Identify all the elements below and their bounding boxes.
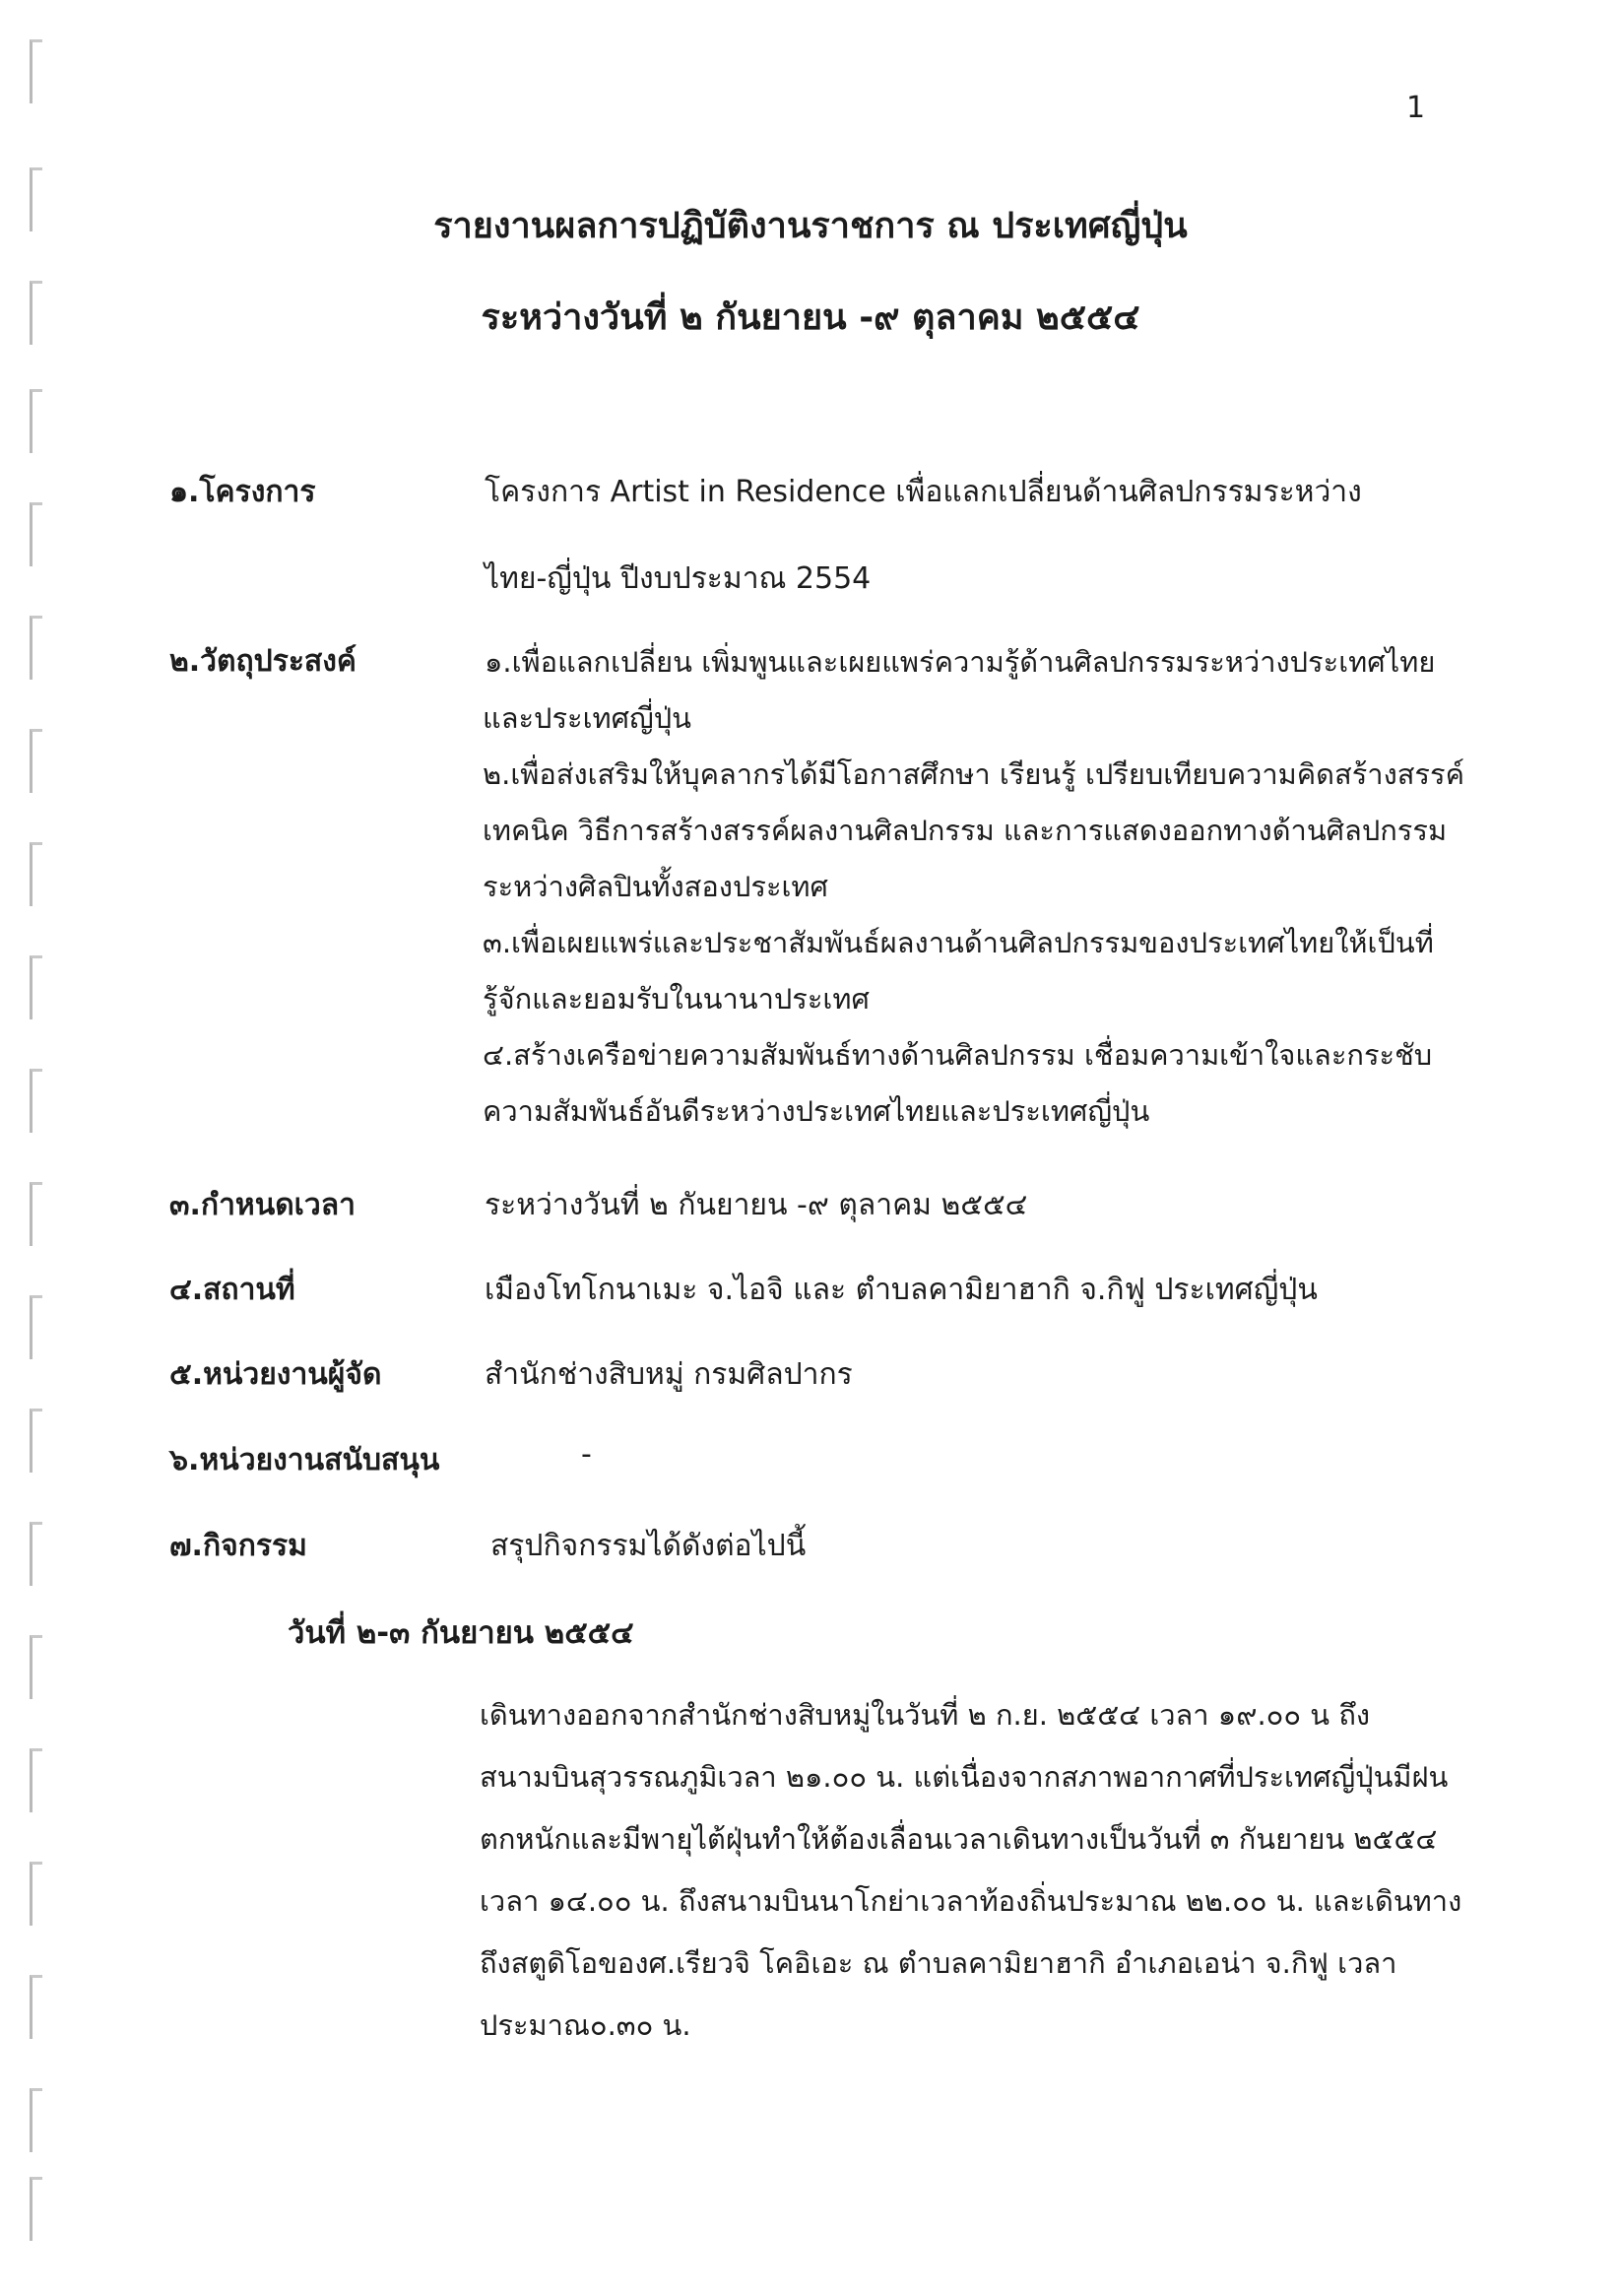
binder-mark [30,1862,42,1926]
objective-line: ความสัมพันธ์อันดีระหว่างประเทศไทยและประเทศญี่ปุ่น [483,1094,1150,1128]
binder-mark [30,1635,42,1699]
project-value-line2: ไทย-ญี่ปุ่น ปีงบประมาณ 2554 [485,561,872,596]
binder-hole-marks [26,39,65,2256]
supporter-value: - [581,1437,592,1472]
report-period-title: ระหว่างวันที่ ๒ กันยายน -๙ ตุลาคม ๒๕๕๔ [481,297,1140,338]
binder-mark [30,842,42,906]
binder-mark [30,729,42,793]
binder-mark [30,1522,42,1586]
organizer-value: สำนักช่างสิบหมู่ กรมศิลปากร [485,1357,853,1392]
binder-mark [30,616,42,680]
binder-mark [30,1409,42,1473]
binder-mark [30,1182,42,1246]
period-value: ระหว่างวันที่ ๒ กันยายน -๙ ตุลาคม ๒๕๕๔ [485,1188,1028,1222]
objective-line: เทคนิค วิธีการสร้างสรรค์ผลงานศิลปกรรม และการแสดงออกทางด้านศิลปกรรม [483,814,1448,847]
activity-narrative [480,1684,1462,2057]
narrative-line: ถึงสตูดิโอของศ.เรียวจิ โคอิเอะ ณ ตำบลคามิยาฮากิ อำเภอเอน่า จ.กิฟู เวลา [480,1946,1397,1980]
project-value-line1: โครงการ Artist in Residence เพื่อแลกเปลี่ยนด้านศิลปกรรมระหว่าง [485,475,1362,509]
binder-mark [30,1295,42,1359]
binder-mark [30,39,42,103]
binder-mark [30,955,42,1019]
objective-line: ระหว่างศิลปินทั้งสองประเทศ [483,870,828,903]
binder-mark [30,1748,42,1812]
objectives-label: ๒.วัตถุประสงค์ [169,644,357,679]
objective-line: รู้จักและยอมรับในนานาประเทศ [483,982,870,1016]
venue-value: เมืองโทโกนาเมะ จ.ไอจิ และ ตำบลคามิยาฮากิ จ.กิฟู ประเทศญี่ปุ่น [485,1273,1318,1307]
organizer-label: ๕.หน่วยงานผู้จัด [169,1357,382,1392]
objective-line: ๓.เพื่อเผยแพร่และประชาสัมพันธ์ผลงานด้านศิลปกรรมของประเทศไทยให้เป็นที่ [483,926,1434,959]
binder-mark [30,2177,42,2241]
activities-value: สรุปกิจกรรมได้ดังต่อไปนี้ [490,1529,807,1563]
narrative-line: ตกหนักและมีพายุไต้ฝุ่นทำให้ต้องเลื่อนเวลาเดินทางเป็นวันที่ ๓ กันยายน ๒๕๕๔ [480,1822,1438,1856]
project-label: ๑.โครงการ [169,475,316,509]
supporter-label: ๖.หน่วยงานสนับสนุน [169,1443,440,1477]
objective-line: ๒.เพื่อส่งเสริมให้บุคลากรได้มีโอกาสศึกษา เรียนรู้ เปรียบเทียบความคิดสร้างสรรค์ [483,757,1464,791]
venue-label: ๔.สถานที่ [169,1273,295,1307]
objective-line: ๔.สร้างเครือข่ายความสัมพันธ์ทางด้านศิลปกรรม เชื่อมความเข้าใจและกระชับ [483,1038,1433,1072]
binder-mark [30,502,42,566]
narrative-line: สนามบินสุวรรณภูมิเวลา ๒๑.๐๐ น. แต่เนื่องจากสภาพอากาศที่ประเทศญี่ปุ่นมีฝน [480,1760,1449,1794]
objective-line: และประเทศญี่ปุ่น [483,701,691,735]
period-label: ๓.กำหนดเวลา [169,1188,357,1222]
objectives-list [483,634,1464,1140]
binder-mark [30,2088,42,2152]
narrative-line: ประมาณ๐.๓๐ น. [480,2008,691,2042]
narrative-line: เวลา ๑๔.๐๐ น. ถึงสนามบินนาโกย่าเวลาท้องถิ่นประมาณ ๒๒.๐๐ น. และเดินทาง [480,1884,1462,1918]
binder-mark [30,1069,42,1133]
day-heading: วันที่ ๒-๓ กันยายน ๒๕๕๔ [288,1615,634,1651]
narrative-line: เดินทางออกจากสำนักช่างสิบหมู่ในวันที่ ๒ ก.ย. ๒๕๕๔ เวลา ๑๙.๐๐ น ถึง [480,1698,1371,1732]
report-title: รายงานผลการปฏิบัติงานราชการ ณ ประเทศญี่ปุ่น [433,206,1188,246]
page-number: 1 [1406,91,1426,125]
binder-mark [30,1975,42,2039]
objective-line: ๑.เพื่อแลกเปลี่ยน เพิ่มพูนและเผยแพร่ความรู้ด้านศิลปกรรมระหว่างประเทศไทย [485,645,1436,679]
binder-mark [30,389,42,453]
activities-label: ๗.กิจกรรม [169,1529,307,1563]
